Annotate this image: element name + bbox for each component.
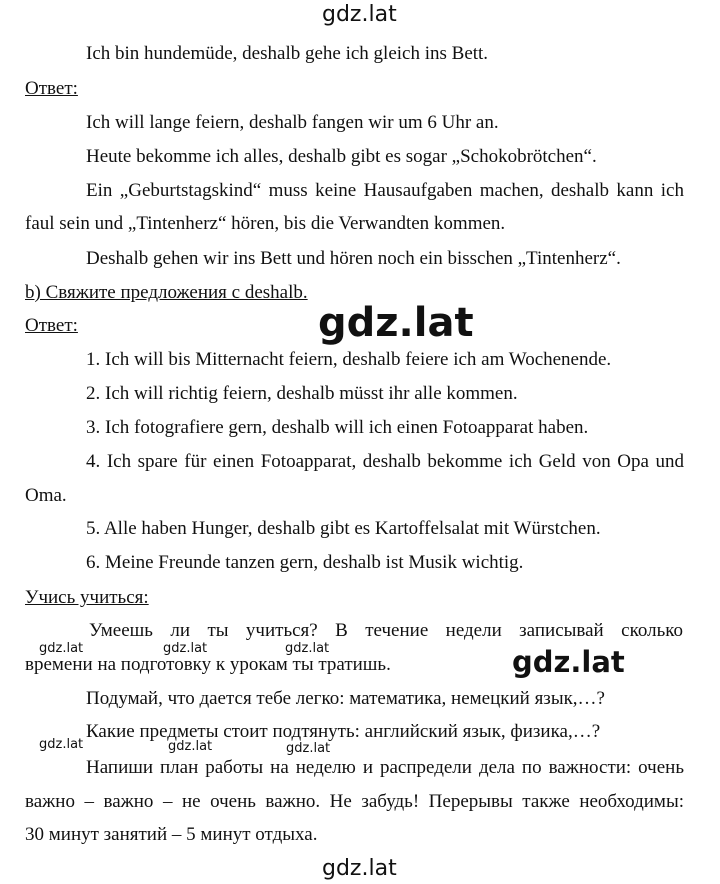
watermark-small: gdz.lat	[285, 641, 330, 656]
watermark-small: gdz.lat	[39, 737, 84, 752]
text-line: Deshalb gehen wir ins Bett und hören noch ein bisschen „Tintenherz“.	[86, 248, 621, 269]
text-line: Напиши план работы на неделю и распредели дела по важности: очень	[86, 757, 684, 778]
text-line: Ich bin hundemüde, deshalb gehe ich gleich ins Bett.	[86, 43, 489, 64]
text-line: Heute bekomme ich alles, deshalb gibt es sogar „Schokobrötchen“.	[86, 146, 597, 167]
text-line: Умеешь ли ты учиться? В течение недели записывай сколько	[89, 620, 683, 641]
list-item: 4. Ich spare für einen Fotoapparat, deshalb bekomme ich Geld von Opa und	[86, 451, 684, 472]
answer-label: Ответ:	[25, 315, 78, 336]
list-item: 6. Meine Freunde tanzen gern, deshalb ist Musik wichtig.	[86, 552, 524, 573]
watermark-small: gdz.lat	[39, 641, 84, 656]
text-line: важно – важно – не очень важно. Не забудь! Перерывы также необходимы:	[25, 791, 684, 812]
watermark-small: gdz.lat	[163, 641, 208, 656]
list-item: Oma.	[25, 485, 67, 506]
text-line: faul sein und „Tintenherz“ hören, bis die Verwandten kommen.	[25, 213, 506, 234]
section-heading: Учись учиться:	[25, 587, 149, 608]
list-item: 3. Ich fotografiere gern, deshalb will ich einen Fotoapparat haben.	[86, 417, 589, 438]
text-line: Какие предметы стоит подтянуть: английский язык, физика,…?	[86, 721, 601, 742]
text-line: времени на подготовку к урокам ты тратишь.	[25, 654, 391, 675]
text-line: Подумай, что дается тебе легко: математика, немецкий язык,…?	[86, 688, 605, 709]
section-heading: b) Свяжите предложения с deshalb.	[25, 282, 308, 303]
list-item: 5. Alle haben Hunger, deshalb gibt es Kartoffelsalat mit Würstchen.	[86, 518, 601, 539]
watermark-top: gdz.lat	[322, 2, 397, 27]
answer-label: Ответ:	[25, 78, 78, 99]
watermark-right: gdz.lat	[512, 645, 625, 679]
list-item: 1. Ich will bis Mitternacht feiern, deshalb feiere ich am Wochenende.	[86, 349, 612, 370]
watermark-small: gdz.lat	[168, 739, 213, 754]
text-line: Ein „Geburtstagskind“ muss keine Hausaufgaben machen, deshalb kann ich	[86, 180, 684, 201]
text-line: 30 минут занятий – 5 минут отдыха.	[25, 824, 318, 845]
text-line: Ich will lange feiern, deshalb fangen wir um 6 Uhr an.	[86, 112, 499, 133]
watermark-bottom: gdz.lat	[322, 856, 397, 881]
watermark-small: gdz.lat	[286, 741, 331, 756]
watermark-center: gdz.lat	[318, 300, 474, 346]
list-item: 2. Ich will richtig feiern, deshalb müsst ihr alle kommen.	[86, 383, 518, 404]
